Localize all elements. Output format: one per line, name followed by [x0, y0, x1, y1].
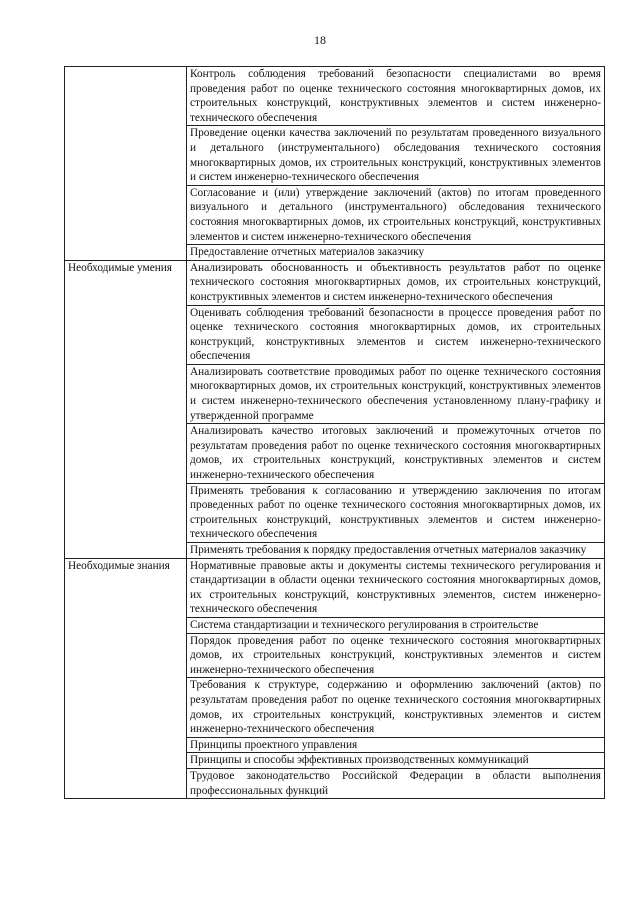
requirements-table	[64, 66, 605, 799]
table-row	[65, 67, 605, 126]
row-item-text: Анализировать качество итоговых заключений и промежуточных отчетов по результатам проведения работ по оценке технического состояния многоквартирных домов, их строительных конструкций, конструктивных элементов и систем инженерно-технического обеспечения	[187, 424, 605, 483]
row-item-text: Система стандартизации и технического регулирования в строительстве	[187, 617, 605, 633]
row-item-text: Принципы и способы эффективных производственных коммуникаций	[187, 753, 605, 769]
row-item-text: Предоставление отчетных материалов заказчику	[187, 245, 605, 261]
row-item-text: Анализировать соответствие проводимых работ по оценке технического состояния многоквартирных домов, их строительных конструкций, конструктивных элементов и систем инженерно-технического обеспечения установленному плану-графику и утвержденной программе	[187, 364, 605, 423]
row-group-label	[65, 67, 187, 261]
requirements-table-body	[65, 67, 605, 799]
row-item-text: Трудовое законодательство Российской Федерации в области выполнения профессиональных функций	[187, 768, 605, 798]
row-item-text: Применять требования к порядку предоставления отчетных материалов заказчику	[187, 543, 605, 559]
row-group-label: Необходимые умения	[65, 260, 187, 558]
row-item-text: Принципы проектного управления	[187, 737, 605, 753]
row-item-text: Применять требования к согласованию и утверждению заключения по итогам проведенных работ по оценке технического состояния многоквартирных домов, их строительных конструкций, конструктивных элементов и систем инженерно-технического обеспечения	[187, 483, 605, 542]
table-row	[65, 558, 605, 617]
row-item-text: Порядок проведения работ по оценке технического состояния многоквартирных домов, их строительных конструкций, конструктивных элементов и систем инженерно-технического обеспечения	[187, 633, 605, 678]
table-row	[65, 260, 605, 305]
row-item-text: Анализировать обоснованность и объективность результатов работ по оценке технического состояния многоквартирных домов, их строительных конструкций, конструктивных элементов и систем инженерно-технического обеспечения	[187, 260, 605, 305]
row-item-text: Проведение оценки качества заключений по результатам проведенного визуального и детального (инструментального) обследования технического состояния многоквартирных домов, их строительных конструкций, конструктивных элементов и систем инженерно-технического обеспечения	[187, 126, 605, 185]
page-number: 18	[314, 33, 326, 47]
row-group-label: Необходимые знания	[65, 558, 187, 799]
row-item-text: Контроль соблюдения требований безопасности специалистами во время проведения работ по оценке технического состояния многоквартирных домов, их строительных конструкций, конструктивных элементов и систем инженерно-технического обеспечения	[187, 67, 605, 126]
row-item-text: Нормативные правовые акты и документы системы технического регулирования и стандартизации в области оценки технического состояния многоквартирных домов, их строительных конструкций, конструктивных элементов, систем инженерно-технического обеспечения	[187, 558, 605, 617]
row-item-text: Оценивать соблюдения требований безопасности в процессе проведения работ по оценке технического состояния многоквартирных домов, их строительных конструкций, конструктивных элементов и систем инженерно-технического обеспечения	[187, 305, 605, 364]
row-item-text: Требования к структуре, содержанию и оформлению заключений (актов) по результатам проведения работ по оценке технического состояния многоквартирных домов, их строительных конструкций, конструктивных элементов и систем инженерно-технического обеспечения	[187, 678, 605, 737]
row-item-text: Согласование и (или) утверждение заключений (актов) по итогам проведенного визуального и детального (инструментального) обследования технического состояния многоквартирных домов, их строительных конструкций, конструктивных элементов и систем инженерно-технического обеспечения	[187, 185, 605, 244]
